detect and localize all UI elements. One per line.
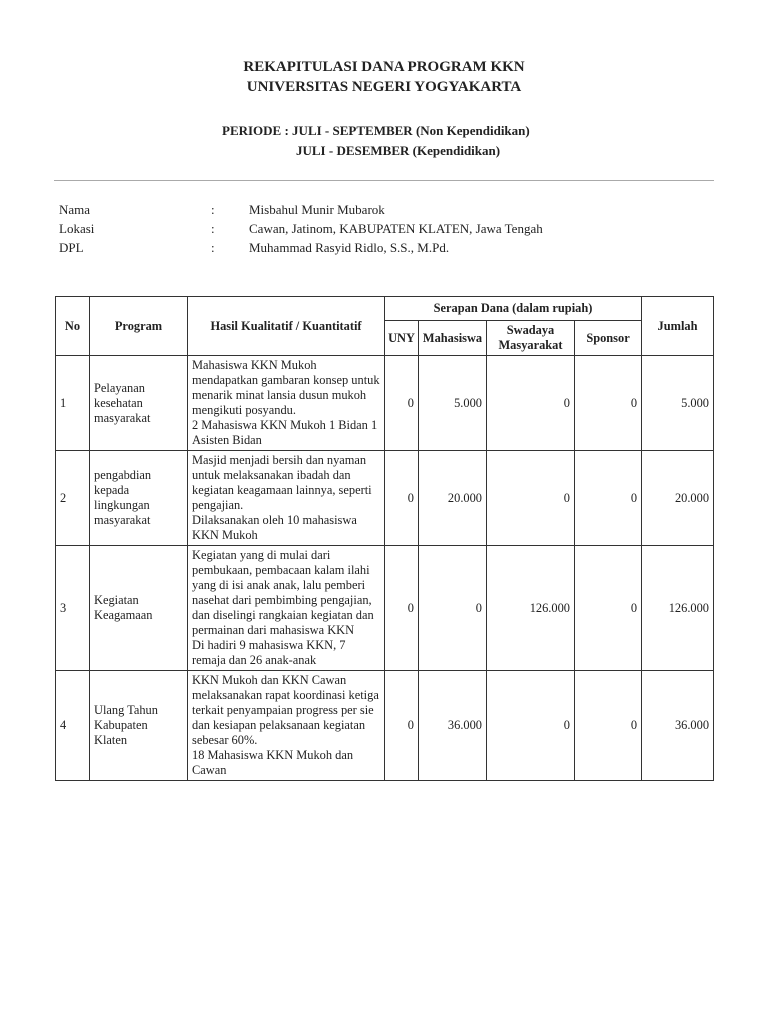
nama-value: Misbahul Munir Mubarok xyxy=(249,202,385,217)
row-hasil: Mahasiswa KKN Mukoh mendapatkan gambaran konsep untuk menarik minat lansia dusun mukoh mengikuti posyandu. 2 Mahasiswa KKN Mukoh 1 Bidan 1 Asisten Bidan xyxy=(188,356,385,451)
row-jumlah: 36.000 xyxy=(642,671,714,781)
dpl-separator: : xyxy=(211,240,215,255)
row-sponsor: 0 xyxy=(575,356,642,451)
row-swadaya: 0 xyxy=(487,671,575,781)
row-uny: 0 xyxy=(385,546,419,671)
row-jumlah: 5.000 xyxy=(642,356,714,451)
row-sponsor: 0 xyxy=(575,671,642,781)
row-program: pengabdian kepada lingkungan masyarakat xyxy=(90,451,188,546)
row-jumlah: 20.000 xyxy=(642,451,714,546)
lokasi-value: Cawan, Jatinom, KABUPATEN KLATEN, Jawa Tengah xyxy=(249,221,543,236)
row-no: 2 xyxy=(56,451,90,546)
dpl-label: DPL xyxy=(59,240,84,255)
table-row xyxy=(56,671,714,781)
dpl-value: Muhammad Rasyid Ridlo, S.S., M.Pd. xyxy=(249,240,450,255)
periode-line2: JULI - DESEMBER (Kependidikan) xyxy=(296,143,501,158)
header-serapan-dana: Serapan Dana (dalam rupiah) xyxy=(385,297,642,321)
row-program: Pelayanan kesehatan masyarakat xyxy=(90,356,188,451)
row-hasil: Kegiatan yang di mulai dari pembukaan, pembacaan kalam ilahi yang di isi anak anak, lalu pemberi nasehat dari pembimbing pengajian, dan diselingi rangkaian kegiatan dan permainan dari mahasiswa KKN Di hadiri 9 mahasiswa KKN, 7 remaja dan 26 anak-anak xyxy=(188,546,385,671)
row-sponsor: 0 xyxy=(575,451,642,546)
nama-label: Nama xyxy=(59,202,91,217)
header-program: Program xyxy=(90,297,188,356)
row-no: 4 xyxy=(56,671,90,781)
header-uny: UNY xyxy=(385,321,419,356)
row-swadaya: 126.000 xyxy=(487,546,575,671)
row-program: Kegiatan Keagamaan xyxy=(90,546,188,671)
table-body xyxy=(56,356,714,781)
row-no: 3 xyxy=(56,546,90,671)
lokasi-separator: : xyxy=(211,221,215,236)
row-no: 1 xyxy=(56,356,90,451)
nama-separator: : xyxy=(211,202,215,217)
row-uny: 0 xyxy=(385,451,419,546)
table-row xyxy=(56,546,714,671)
row-program: Ulang Tahun Kabupaten Klaten xyxy=(90,671,188,781)
lokasi-label: Lokasi xyxy=(59,221,95,236)
row-uny: 0 xyxy=(385,356,419,451)
header-swadaya: Swadaya Masyarakat xyxy=(487,321,575,356)
header-no: No xyxy=(56,297,90,356)
document-title-line2: UNIVERSITAS NEGERI YOGYAKARTA xyxy=(246,79,522,95)
header-mahasiswa: Mahasiswa xyxy=(419,321,487,356)
row-swadaya: 0 xyxy=(487,356,575,451)
header-hasil: Hasil Kualitatif / Kuantitatif xyxy=(188,297,385,356)
row-mahasiswa: 36.000 xyxy=(419,671,487,781)
rekap-table xyxy=(55,296,714,781)
row-mahasiswa: 5.000 xyxy=(419,356,487,451)
header-sponsor: Sponsor xyxy=(575,321,642,356)
row-sponsor: 0 xyxy=(575,546,642,671)
row-mahasiswa: 0 xyxy=(419,546,487,671)
row-swadaya: 0 xyxy=(487,451,575,546)
header-divider xyxy=(54,180,714,181)
row-mahasiswa: 20.000 xyxy=(419,451,487,546)
row-uny: 0 xyxy=(385,671,419,781)
row-hasil: Masjid menjadi bersih dan nyaman untuk melaksanakan ibadah dan kegiatan keagamaan lainnya, seperti pengajian. Dilaksanakan oleh 10 mahasiswa KKN Mukoh xyxy=(188,451,385,546)
table-row xyxy=(56,451,714,546)
header-jumlah: Jumlah xyxy=(642,297,714,356)
document-title-line1: REKAPITULASI DANA PROGRAM KKN xyxy=(243,59,525,75)
table-row xyxy=(56,356,714,451)
row-hasil: KKN Mukoh dan KKN Cawan melaksanakan rapat koordinasi ketiga terkait penyampaian progress per sie dan kesiapan pelaksanaan kegiatan sebesar 60%. 18 Mahasiswa KKN Mukoh dan Cawan xyxy=(188,671,385,781)
row-jumlah: 126.000 xyxy=(642,546,714,671)
periode-line1: PERIODE : JULI - SEPTEMBER (Non Kependidikan) xyxy=(222,123,530,138)
